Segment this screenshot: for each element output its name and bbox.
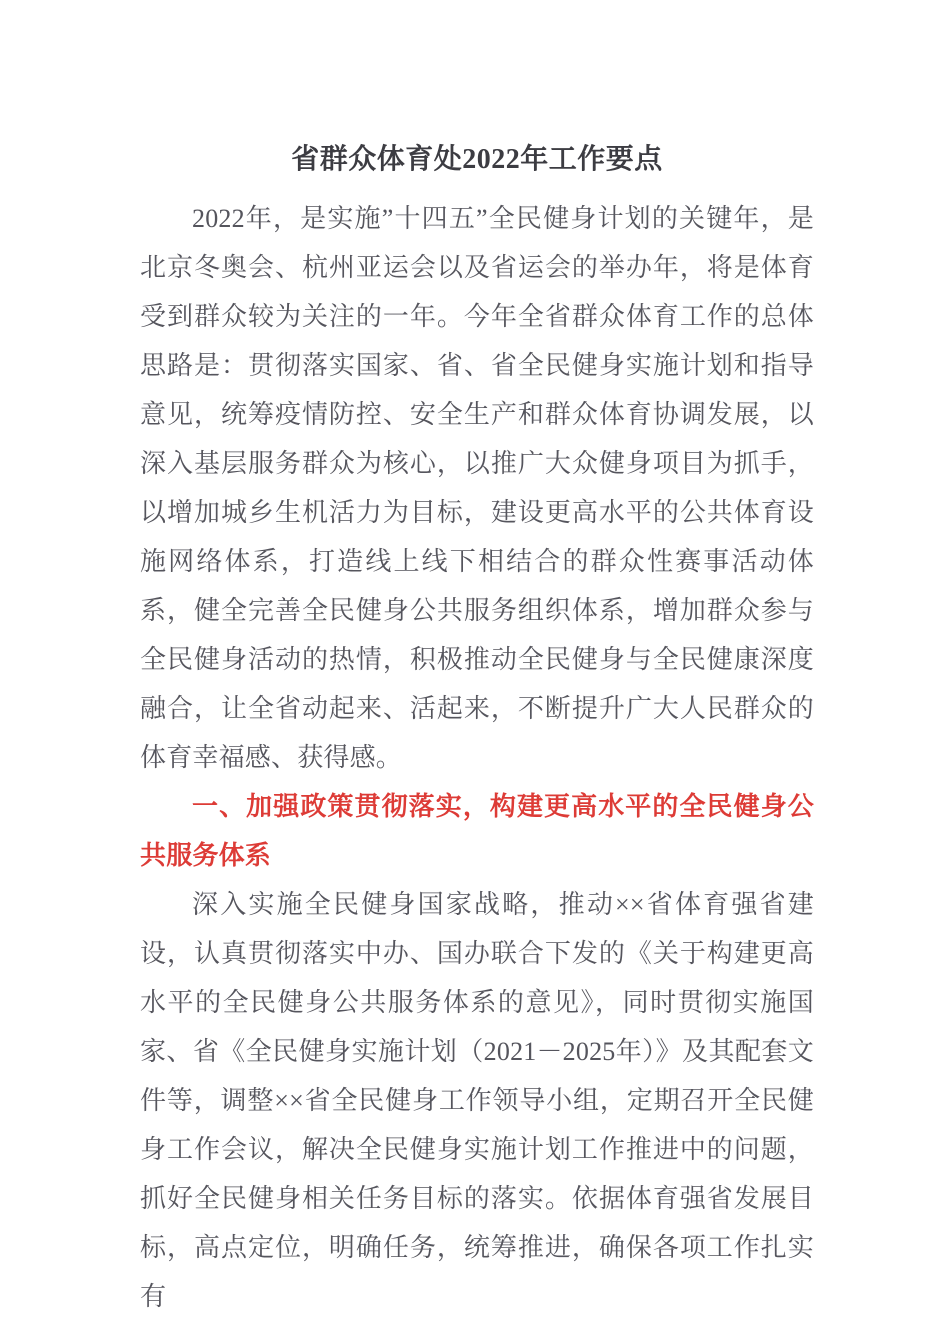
section-one-paragraph: 深入实施全民健身国家战略，推动××省体育强省建设，认真贯彻落实中办、国办联合下发的《关于构建更高水平的全民健身公共服务体系的意见》，同时贯彻实施国家、省《全民健身实施计划（2021－2025年）》及其配套文件等，调整××省全民健身工作领导小组，定期召开全民健身工作会议，解决全民健身实施计划工作推进中的问题，抓好全民健身相关任务目标的落实。依据体育强省发展目标，高点定位，明确任务，统筹推进，确保各项工作扎实有 [140, 890, 814, 1311]
section-heading-one: 一、加强政策贯彻落实，构建更高水平的全民健身公共服务体系 [140, 792, 814, 870]
page-title: 省群众体育处2022年工作要点 [291, 144, 663, 175]
intro-paragraph: 2022年，是实施”十四五”全民健身计划的关键年，是北京冬奥会、杭州亚运会以及省运会的举办年，将是体育受到群众较为关注的一年。今年全省群众体育工作的总体思路是：贯彻落实国家、省、省全民健身实施计划和指导意见，统筹疫情防控、安全生产和群众体育协调发展，以深入基层服务群众为核心，以推广大众健身项目为抓手，以增加城乡生机活力为目标，建设更高水平的公共体育设施网络体系，打造线上线下相结合的群众性赛事活动体系，健全完善全民健身公共服务组织体系，增加群众参与全民健身活动的热情，积极推动全民健身与全民健康深度融合，让全省动起来、活起来，不断提升广大人民群众的体育幸福感、获得感。 [140, 204, 814, 772]
document-body [140, 140, 814, 1321]
